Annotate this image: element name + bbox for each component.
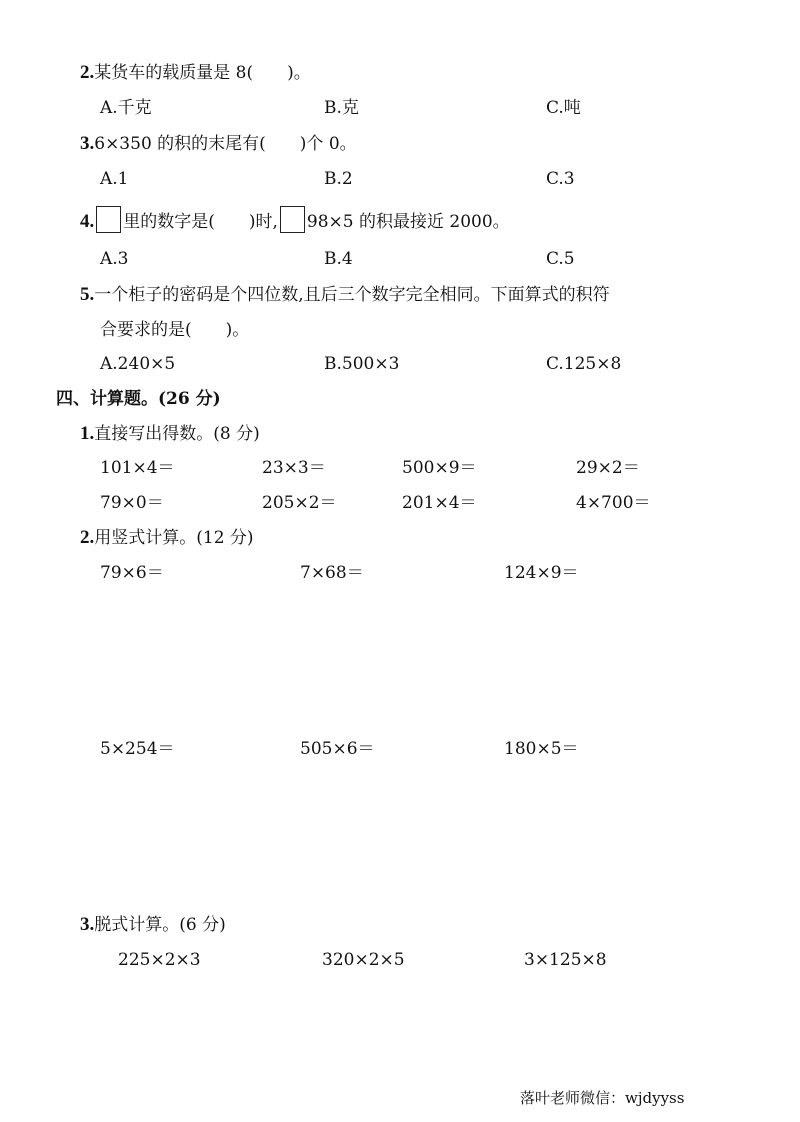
subquestion-title: 用竖式计算。(12 分) xyxy=(94,528,254,548)
calc-item: 201×4＝ xyxy=(402,493,477,513)
question-2 xyxy=(80,62,311,84)
option-c: C.5 xyxy=(546,249,575,269)
calc-item: 5×254＝ xyxy=(100,739,175,759)
section-title: 四、计算题。(26 分) xyxy=(56,389,221,409)
calc-item: 7×68＝ xyxy=(300,563,364,583)
blank-box xyxy=(280,206,305,233)
option-a: A.3 xyxy=(100,249,129,269)
option-a: A.1 xyxy=(100,169,129,189)
blank-box xyxy=(96,206,121,233)
option-b: B.2 xyxy=(324,169,353,189)
calc-item: 180×5＝ xyxy=(504,739,579,759)
calc-item: 3×125×8 xyxy=(524,950,607,970)
question-number: 2. xyxy=(80,527,95,548)
calc-item: 124×9＝ xyxy=(504,563,579,583)
question-text-line1: 一个柜子的密码是个四位数,且后三个数字完全相同。下面算式的积符 xyxy=(94,285,610,305)
question-text-line2: 合要求的是( )。 xyxy=(100,320,250,340)
question-number: 2. xyxy=(80,62,95,83)
question-number: 1. xyxy=(80,423,95,444)
option-a: A.240×5 xyxy=(100,354,176,374)
subquestion-3 xyxy=(80,914,226,936)
calc-item: 205×2＝ xyxy=(262,493,337,513)
footer-contact: 落叶老师微信：wjdyyss xyxy=(520,1089,685,1107)
question-text-a: 里的数字是( )时, xyxy=(123,212,278,232)
question-number: 3. xyxy=(80,133,95,154)
calc-item: 505×6＝ xyxy=(300,739,375,759)
subquestion-title: 直接写出得数。(8 分) xyxy=(94,424,260,444)
option-c: C.吨 xyxy=(546,98,581,118)
question-5 xyxy=(80,284,610,306)
calc-item: 101×4＝ xyxy=(100,458,175,478)
question-text: 6×350 的积的末尾有( )个 0。 xyxy=(94,134,357,154)
calc-item: 500×9＝ xyxy=(402,458,477,478)
question-text: 某货车的载质量是 8( )。 xyxy=(94,63,311,83)
calc-item: 320×2×5 xyxy=(322,950,405,970)
subquestion-1 xyxy=(80,423,260,445)
option-c: C.3 xyxy=(546,169,575,189)
option-b: B.4 xyxy=(324,249,353,269)
calc-item: 225×2×3 xyxy=(118,950,201,970)
question-number: 5. xyxy=(80,284,95,305)
option-c: C.125×8 xyxy=(546,354,622,374)
subquestion-2 xyxy=(80,527,254,549)
calc-item: 79×0＝ xyxy=(100,493,164,513)
question-3 xyxy=(80,133,357,155)
calc-item: 4×700＝ xyxy=(576,493,651,513)
calc-item: 23×3＝ xyxy=(262,458,326,478)
subquestion-title: 脱式计算。(6 分) xyxy=(94,915,226,935)
calc-item: 29×2＝ xyxy=(576,458,640,478)
question-4 xyxy=(80,206,510,233)
option-a: A.千克 xyxy=(100,98,152,118)
question-number: 3. xyxy=(80,914,95,935)
question-number: 4. xyxy=(80,211,95,232)
option-b: B.克 xyxy=(324,98,359,118)
calc-item: 79×6＝ xyxy=(100,563,164,583)
option-b: B.500×3 xyxy=(324,354,400,374)
question-text-b: 98×5 的积最接近 2000。 xyxy=(306,212,510,232)
